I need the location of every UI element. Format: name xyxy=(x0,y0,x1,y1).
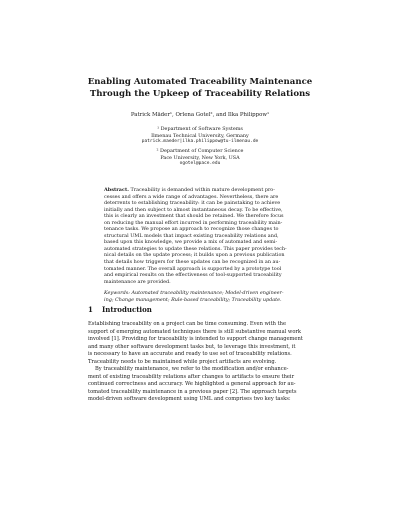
abstract-line: maintenance are provided. xyxy=(104,278,171,285)
body-line: tomated traceability maintenance in a previous paper [2]. The approach targets xyxy=(88,388,297,395)
abstract-text: Traceability is demanded within mature development pro- xyxy=(130,187,275,193)
abstract-line: this is clearly an investment that should be retained. We therefore focus xyxy=(104,213,284,220)
body-line: involved [1]. Providing for traceability is intended to support change management xyxy=(88,336,303,342)
body-line: Traceability needs to be maintained while project artifacts are evolving. xyxy=(88,358,277,365)
title-line-2: Through the Upkeep of Traceability Relations xyxy=(89,88,311,99)
section-number: 1 xyxy=(88,305,93,314)
affiliation-1-department: ¹ Department of Software Systems xyxy=(157,126,243,132)
abstract-line: nical details on the update process; it builds upon a previous publication xyxy=(104,252,285,259)
paper-title xyxy=(40,77,360,100)
abstract-line: based upon this knowledge, we provide a mix of automated and semi- xyxy=(104,239,278,246)
abstract-line: initially and then subject to almost instantaneous decay. To be effective, xyxy=(104,206,283,213)
keywords-line xyxy=(104,290,304,297)
affiliation-2 xyxy=(60,148,340,168)
affiliation-2-university: Pace University, New York, USA xyxy=(160,154,240,161)
affiliation-1 xyxy=(60,126,340,146)
affiliation-1-email: patrick.maeder|ilka.philippow@tu-ilmenau.de xyxy=(141,139,259,145)
body-line: ment of existing traceability relations after changes to artifacts to ensure their xyxy=(88,373,295,380)
abstract-label: Abstract. xyxy=(104,187,129,193)
abstract-line: that details how triggers for these updates can be recognized in an au- xyxy=(104,259,281,266)
body-text xyxy=(88,321,320,404)
author-list: Patrick Mäder¹, Orlena Gotel², and Ilka Philippow¹ xyxy=(130,112,270,118)
affiliation-2-department: ² Department of Computer Science xyxy=(156,148,244,154)
keywords-line: ing; Change management; Rule-based traceability; Traceability update. xyxy=(104,296,282,303)
abstract-line: cesses and offers a wide range of advantages. Nevertheless, there are xyxy=(104,193,279,200)
body-line: Establishing traceability on a project can be time consuming. Even with the xyxy=(88,321,286,327)
keywords-text: Automated traceability maintenance; Model-driven engineer- xyxy=(131,290,284,297)
body-line: support of emerging automated techniques there is still substantive manual work xyxy=(88,328,301,335)
body-line: continued correctness and accuracy. We highlighted a general approach for au- xyxy=(88,381,296,387)
body-line: By traceability maintenance, we refer to the modification and/or enhance- xyxy=(95,366,289,372)
section-title: Introduction xyxy=(102,305,152,314)
affiliation-2-email: ogotel@pace.edu xyxy=(179,161,221,167)
body-line: model-driven software development using UML and comprises two key tasks: xyxy=(88,396,291,402)
abstract-line: tomated manner. The overall approach is supported by a prototype tool xyxy=(104,265,282,272)
body-line: is necessary to have an accurate and ready to use set of traceability relations. xyxy=(88,351,292,357)
keywords-label: Keywords: xyxy=(104,290,130,297)
abstract-line xyxy=(104,187,304,194)
abstract-line: on reducing the manual effort incurred in performing traceability main- xyxy=(104,219,283,226)
body-line: and many other software development tasks but, to leverage this investment, it xyxy=(88,343,296,350)
title-line-1: Enabling Automated Traceability Maintenance xyxy=(87,77,313,87)
abstract-line: automated strategies to update these relations. This paper provides tech- xyxy=(104,245,287,252)
abstract-line: structural UML models that impact existing traceability relations and, xyxy=(104,232,279,239)
abstract-line: tenance tasks. We propose an approach to recognize those changes to xyxy=(104,226,279,233)
section-heading xyxy=(88,305,152,314)
abstract xyxy=(104,187,304,303)
abstract-line: deterrents to establishing traceability: it can be painstaking to achieve xyxy=(104,200,281,207)
abstract-line: and empirical results on the effectiveness of tool-supported traceability xyxy=(104,272,282,279)
affiliation-1-university: Ilmenau Technical University, Germany xyxy=(151,132,249,139)
